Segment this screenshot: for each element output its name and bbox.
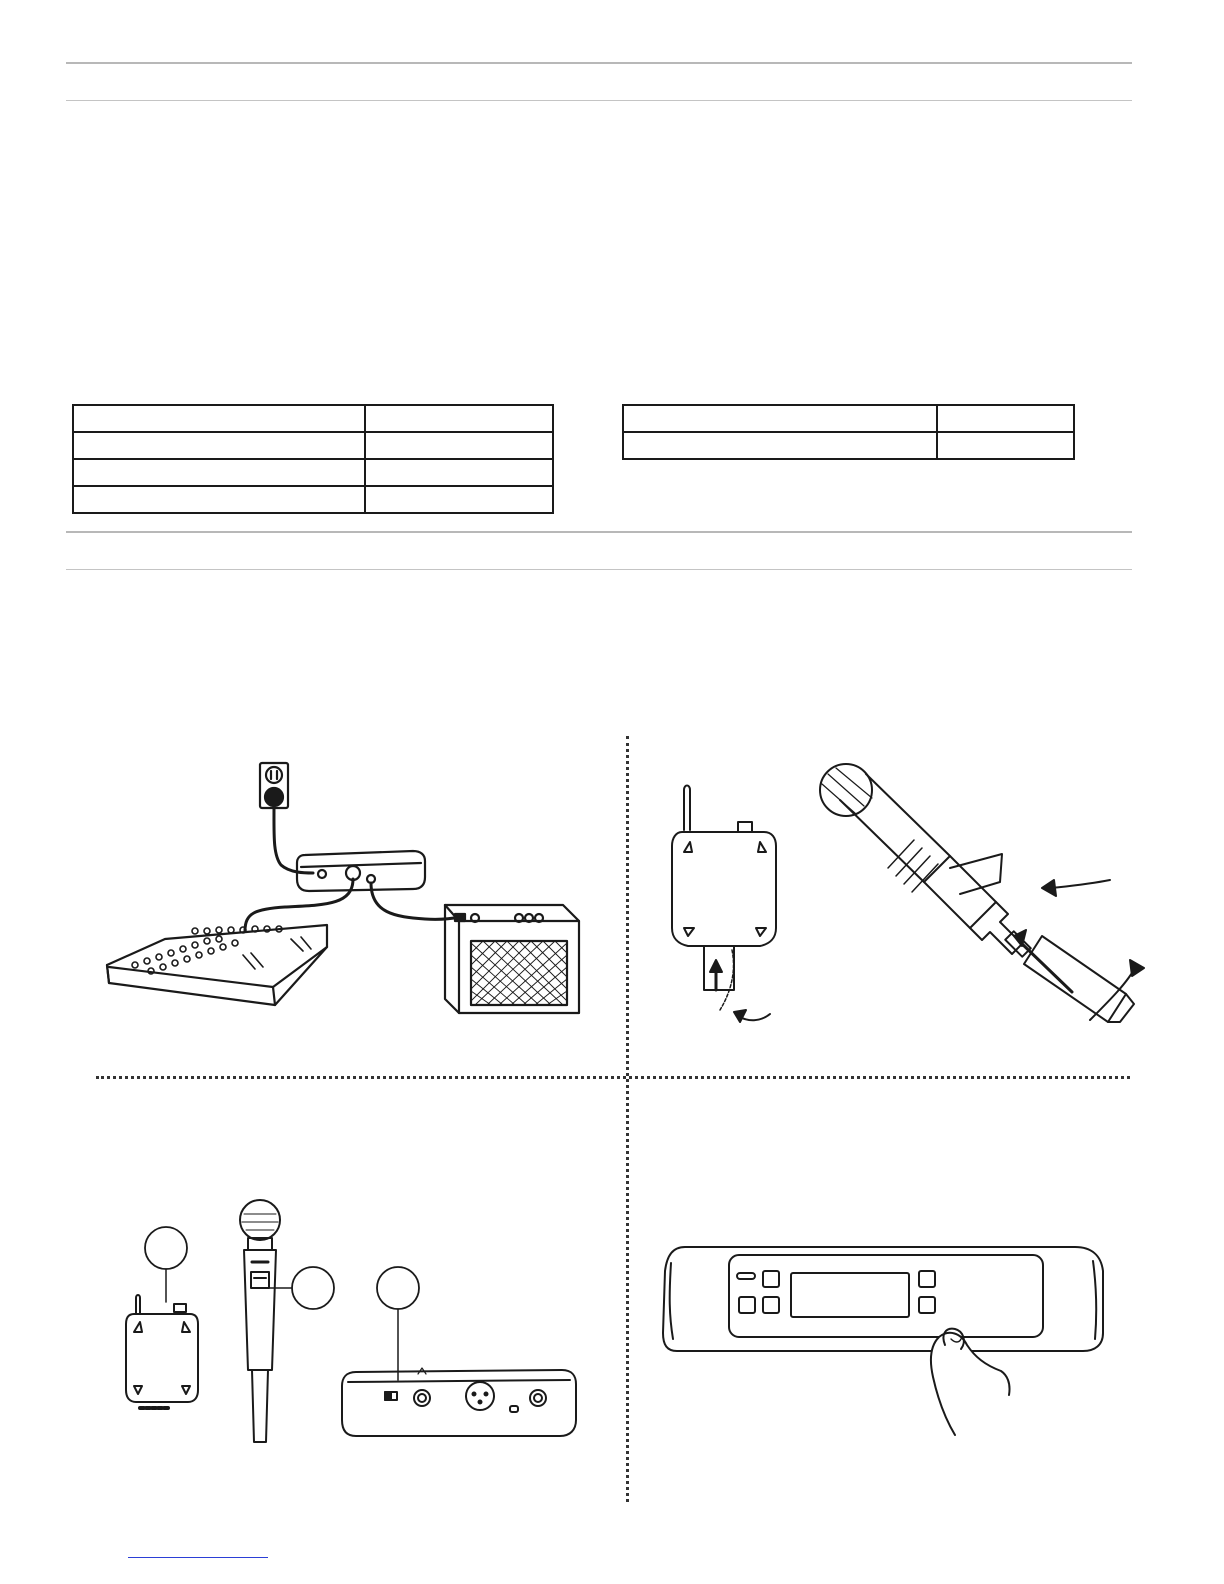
callout-circle-icon xyxy=(377,1267,419,1309)
table-row xyxy=(73,432,553,459)
bodypack-transmitter-icon xyxy=(672,786,776,1023)
panel-divider-horizontal xyxy=(96,1076,1130,1079)
sync-button-illustration xyxy=(655,1235,1115,1445)
callout-circle-icon xyxy=(145,1227,187,1269)
spec-table-right xyxy=(622,404,1075,460)
wall-outlet-icon xyxy=(260,763,288,808)
section-bottom-rule xyxy=(66,569,1132,570)
guitar-amp-icon xyxy=(445,905,579,1013)
spec-table-left xyxy=(72,404,554,514)
power-switch-illustration xyxy=(110,1190,590,1450)
handheld-microphone-icon xyxy=(240,1200,280,1442)
header-top-rule xyxy=(66,62,1132,64)
table-row xyxy=(73,459,553,486)
setup-illustration xyxy=(95,755,605,1025)
table-row xyxy=(623,432,1074,459)
table-row xyxy=(73,486,553,513)
bodypack-transmitter-icon xyxy=(126,1295,198,1408)
battery-install-illustration xyxy=(660,760,1150,1030)
table-row xyxy=(623,405,1074,432)
section-top-rule xyxy=(66,531,1132,533)
mixer-icon xyxy=(107,925,327,1005)
panel-divider-vertical xyxy=(626,736,629,1502)
receiver-icon xyxy=(297,851,425,891)
callout-circle-icon xyxy=(292,1267,334,1309)
receiver-back-panel-icon xyxy=(342,1368,576,1436)
header-bottom-rule xyxy=(66,100,1132,101)
hand-pressing-button-icon xyxy=(931,1329,1010,1435)
receiver-front-panel-icon xyxy=(663,1247,1103,1351)
handheld-microphone-icon xyxy=(820,764,1144,1022)
table-row xyxy=(73,405,553,432)
footer-link[interactable] xyxy=(128,1557,268,1558)
